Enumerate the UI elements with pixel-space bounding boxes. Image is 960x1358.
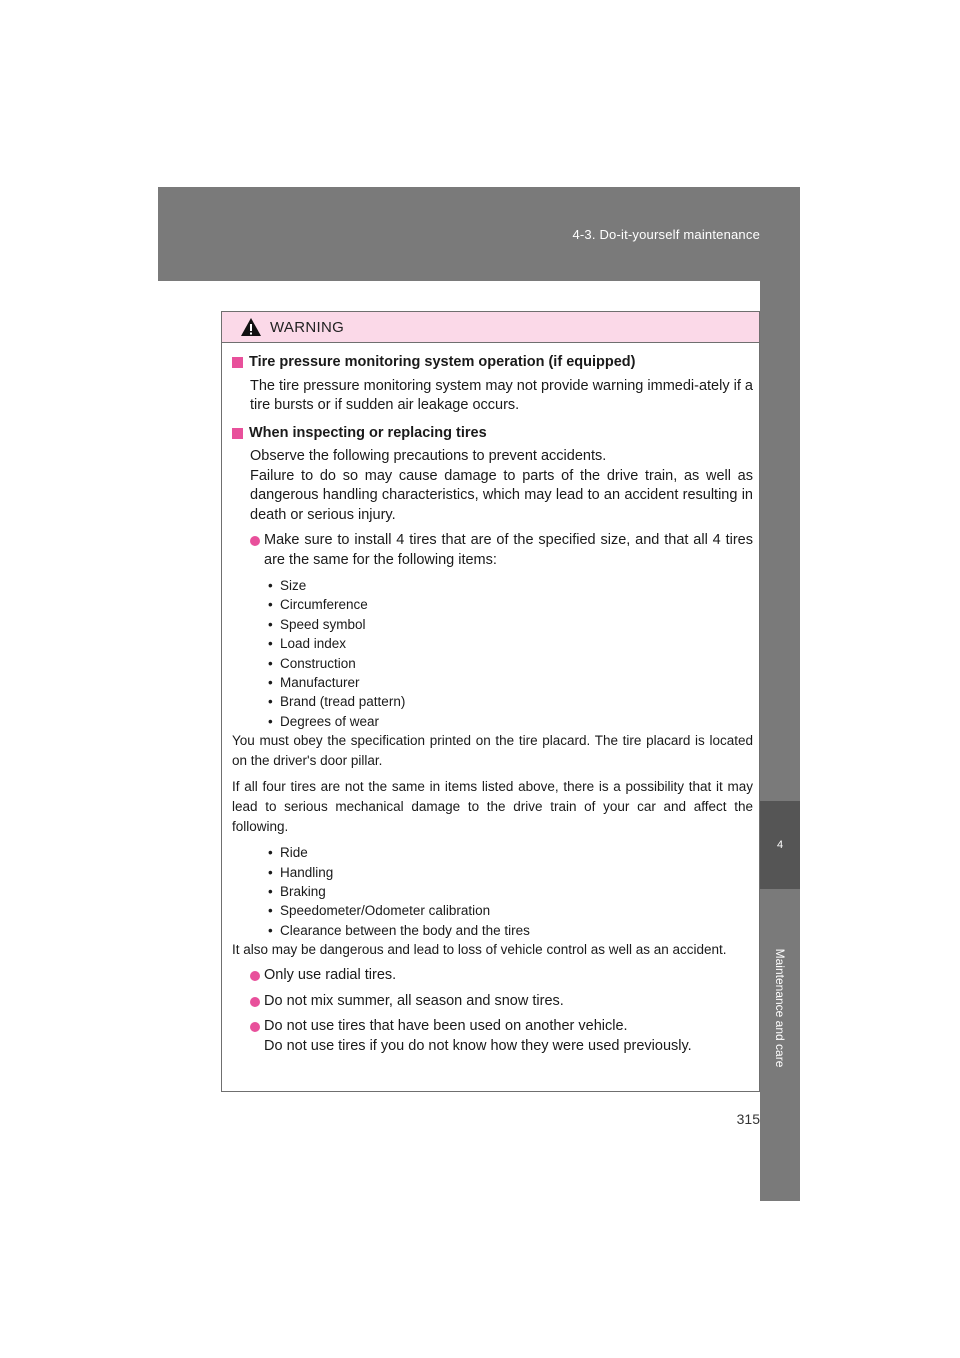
list-item: • Size — [268, 576, 753, 595]
warning-header — [222, 312, 759, 343]
bullet-text: Do not mix summer, all season and snow tires. — [264, 992, 564, 1009]
list-item: • Manufacturer — [268, 673, 753, 692]
section-title: 4-3. Do-it-yourself maintenance — [572, 227, 760, 242]
list-item: • Degrees of wear — [268, 712, 753, 731]
list-item: • Speed symbol — [268, 615, 753, 634]
section-heading — [232, 424, 753, 444]
bullet-text-line: Do not use tires that have been used on another vehicle. — [264, 1018, 628, 1035]
note-paragraph: You must obey the specification printed on the tire placard. The tire placard is located on the driver's door pillar. — [232, 733, 753, 769]
round-bullet-icon — [250, 997, 260, 1007]
list-item: • Braking — [268, 882, 753, 901]
list-item: • Brand (tread pattern) — [268, 692, 753, 711]
square-bullet-icon — [232, 428, 243, 439]
warning-triangle-icon — [240, 317, 262, 337]
bullet-item — [232, 531, 753, 570]
affected-items-list — [232, 843, 753, 940]
bullet-item — [232, 966, 753, 986]
round-bullet-icon — [250, 1022, 260, 1032]
list-item: • Load index — [268, 634, 753, 653]
chapter-label: Maintenance and care — [773, 948, 787, 1068]
bullet-text: Only use radial tires. — [264, 967, 397, 984]
note-paragraph: It also may be dangerous and lead to loss of vehicle control as well as an accident. — [232, 942, 727, 958]
chapter-side-tab — [760, 281, 800, 1201]
bullet-text: Make sure to install 4 tires that are of the specified size, and that all 4 tires are the same for the following items: — [264, 532, 753, 568]
section-paragraph: The tire pressure monitoring system may not provide warning immedi-ately if a tire bursts or if sudden air leakage occurs. — [250, 377, 753, 413]
bullet-item — [232, 1017, 753, 1056]
section-paragraph: Failure to do so may cause damage to parts of the drive train, as well as dangerous handling characteristics, which may lead to an accident resulting in death or serious injury. — [250, 467, 753, 523]
bullet-text — [264, 1017, 753, 1056]
list-item: • Circumference — [268, 595, 753, 614]
bullet-text-line: Do not use tires if you do not know how they were used previously. — [264, 1037, 692, 1054]
list-item: • Ride — [268, 843, 753, 862]
list-item: • Clearance between the body and the tires — [268, 921, 753, 940]
note-paragraph: If all four tires are not the same in items listed above, there is a possibility that it may lead to serious mechanical damage to the drive train of your car and affect the following. — [232, 779, 753, 835]
page-number: 315 — [736, 1111, 760, 1127]
header-band — [158, 187, 800, 281]
warning-body — [222, 343, 759, 1056]
section-heading-text: Tire pressure monitoring system operation (if equipped) — [249, 354, 636, 370]
section-heading-text: When inspecting or replacing tires — [249, 424, 487, 441]
square-bullet-icon — [232, 357, 243, 368]
list-item: • Speedometer/Odometer calibration — [268, 901, 753, 920]
section-paragraph: Observe the following precautions to prevent accidents. — [250, 448, 607, 464]
list-item: • Construction — [268, 654, 753, 673]
section-heading — [232, 353, 753, 373]
list-item: • Handling — [268, 863, 753, 882]
round-bullet-icon — [250, 536, 260, 546]
round-bullet-icon — [250, 971, 260, 981]
chapter-number: 4 — [760, 801, 800, 889]
bullet-item — [232, 992, 753, 1012]
warning-title: WARNING — [270, 318, 345, 336]
tire-items-list — [232, 576, 753, 731]
warning-box — [221, 311, 760, 1092]
